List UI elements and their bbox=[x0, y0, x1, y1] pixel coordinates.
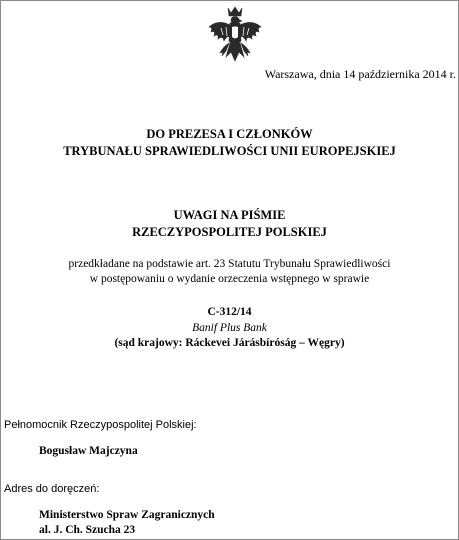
title-line-1: UWAGI NA PIŚMIE bbox=[173, 208, 286, 222]
service-address bbox=[39, 508, 215, 538]
national-court: (sąd krajowy: Ráckevei Járásbíróság – Węgry) bbox=[114, 337, 345, 349]
agent-label: Pełnomocnik Rzeczypospolitej Polskiej: bbox=[4, 419, 197, 431]
addressee-line-1: DO PREZESA I CZŁONKÓW bbox=[146, 127, 313, 141]
intro-text bbox=[1, 257, 458, 287]
case-name: Banif Plus Bank bbox=[192, 321, 267, 334]
polish-eagle-emblem-icon bbox=[204, 5, 266, 71]
address-line-1: Ministerstwo Spraw Zagranicznych bbox=[39, 509, 215, 521]
address-label: Adres do doręczeń: bbox=[4, 483, 100, 495]
intro-line-2: w postępowaniu o wydanie orzeczenia wstępnego w sprawie bbox=[89, 273, 370, 285]
address-line-2: al. J. Ch. Szucha 23 bbox=[39, 524, 136, 536]
agent-name: Bogusław Majczyna bbox=[39, 445, 138, 457]
addressee-heading bbox=[1, 126, 458, 160]
title-line-2: RZECZYPOSPOLITEJ POLSKIEJ bbox=[132, 225, 327, 239]
intro-line-1: przedkładane na podstawie art. 23 Statutu Trybunału Sprawiedliwości bbox=[68, 258, 391, 270]
document-title bbox=[1, 207, 458, 241]
addressee-line-2: TRYBUNAŁU SPRAWIEDLIWOŚCI UNII EUROPEJSKIEJ bbox=[63, 144, 396, 158]
place-and-date: Warszawa, dnia 14 października 2014 r. bbox=[264, 67, 456, 81]
case-number: C-312/14 bbox=[207, 306, 252, 318]
case-block bbox=[1, 305, 458, 352]
